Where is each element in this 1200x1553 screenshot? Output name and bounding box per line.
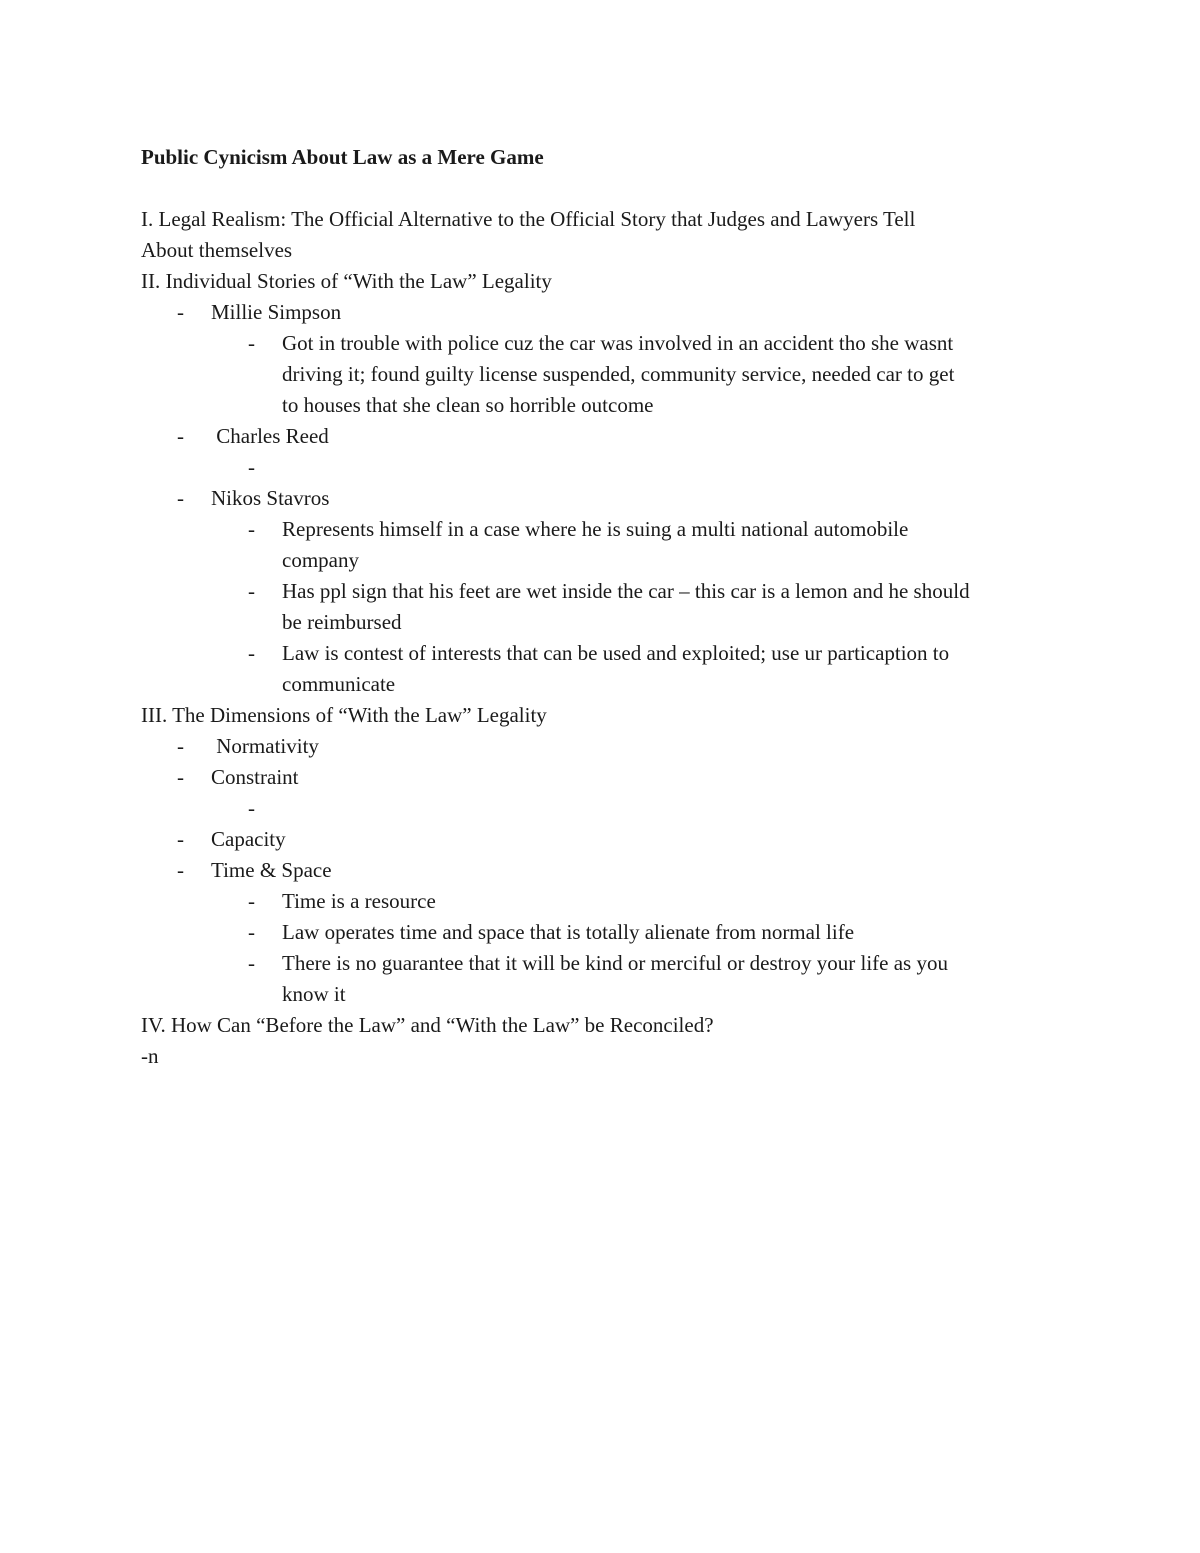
bullet-dash: - — [248, 331, 255, 355]
list-item-millie-simpson — [141, 297, 1081, 328]
document-title: Public Cynicism About Law as a Mere Game — [141, 145, 544, 169]
bullet-dash: - — [177, 827, 184, 851]
list-item-time-space — [141, 855, 1081, 886]
item-text: There is no guarantee that it will be kind or merciful or destroy your life as you — [282, 951, 948, 975]
item-text: Law operates time and space that is totally alienate from normal life — [282, 920, 855, 944]
list-subitem-time-note-2 — [141, 917, 1081, 948]
bullet-dash: - — [177, 424, 184, 448]
list-subitem-nikos-note-2 — [141, 576, 1081, 607]
list-subitem-time-note-1 — [141, 886, 1081, 917]
bullet-dash: - — [177, 734, 184, 758]
item-text: Represents himself in a case where he is suing a multi national automobile — [282, 517, 909, 541]
list-item-nikos-stavros — [141, 483, 1081, 514]
bullet-dash: - — [248, 951, 255, 975]
item-label: Normativity — [211, 734, 319, 758]
item-label: Nikos Stavros — [211, 486, 330, 510]
item-label: Time & Space — [211, 858, 332, 882]
section-4-heading: IV. How Can “Before the Law” and “With the Law” be Reconciled? — [141, 1013, 714, 1037]
item-text: Got in trouble with police cuz the car was involved in an accident tho she wasnt — [282, 331, 954, 355]
bullet-dash: - — [248, 641, 255, 665]
list-subitem-millie-note — [141, 328, 1081, 359]
list-item-constraint — [141, 762, 1081, 793]
bullet-dash: - — [248, 920, 255, 944]
item-text: Time is a resource — [282, 889, 436, 913]
outline-body — [141, 204, 1081, 1072]
section-1-line-1: I. Legal Realism: The Official Alternative to the Official Story that Judges and Lawyers Tell — [141, 207, 916, 231]
item-label: Constraint — [211, 765, 299, 789]
bullet-dash: - — [248, 579, 255, 603]
list-item-normativity — [141, 731, 1081, 762]
item-label: Millie Simpson — [211, 300, 342, 324]
list-subitem-continuation: be reimbursed — [282, 610, 402, 634]
item-label: Capacity — [211, 827, 286, 851]
list-subitem-continuation: communicate — [282, 672, 396, 696]
list-subitem-time-note-3 — [141, 948, 1081, 979]
list-subitem-continuation: driving it; found guilty license suspended, community service, needed car to get — [282, 362, 955, 386]
list-item-charles-reed — [141, 421, 1081, 452]
section-3-heading: III. The Dimensions of “With the Law” Legality — [141, 703, 547, 727]
bullet-dash: - — [248, 796, 255, 820]
bullet-dash: - — [177, 765, 184, 789]
item-label: Charles Reed — [211, 424, 329, 448]
bullet-dash: - — [248, 517, 255, 541]
list-subitem-nikos-note-3 — [141, 638, 1081, 669]
list-subitem-nikos-note-1 — [141, 514, 1081, 545]
list-subitem-empty — [141, 452, 1081, 483]
bullet-dash: - — [177, 300, 184, 324]
list-subitem-continuation: company — [282, 548, 359, 572]
bullet-dash: - — [248, 889, 255, 913]
section-4-trailing-note: -n — [141, 1044, 159, 1068]
bullet-dash: - — [177, 486, 184, 510]
list-subitem-continuation: know it — [282, 982, 346, 1006]
section-2-heading: II. Individual Stories of “With the Law” Legality — [141, 269, 552, 293]
list-subitem-empty — [141, 793, 1081, 824]
bullet-dash: - — [177, 858, 184, 882]
list-subitem-continuation: to houses that she clean so horrible outcome — [282, 393, 654, 417]
bullet-dash: - — [248, 455, 255, 479]
item-text: Has ppl sign that his feet are wet inside the car – this car is a lemon and he should — [282, 579, 970, 603]
list-item-capacity — [141, 824, 1081, 855]
item-text: Law is contest of interests that can be used and exploited; use ur particaption to — [282, 641, 950, 665]
section-1-line-2: About themselves — [141, 238, 293, 262]
